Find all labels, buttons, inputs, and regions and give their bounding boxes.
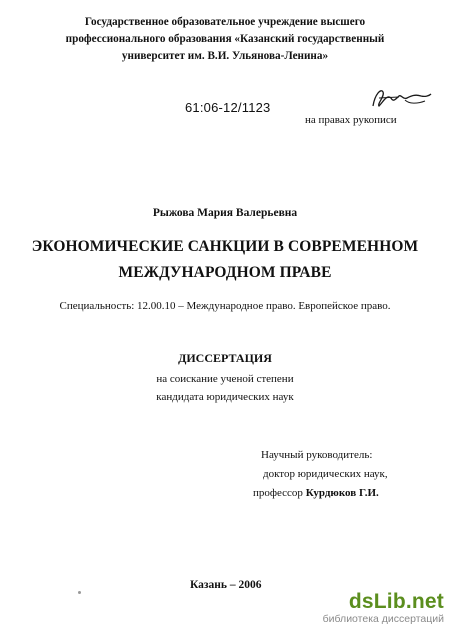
degree-line: на соискание ученой степени	[156, 373, 294, 385]
degree-line: кандидата юридических наук	[156, 391, 294, 403]
scan-speck	[78, 591, 81, 594]
supervisor-line	[253, 484, 388, 503]
supervisor-degree: доктор юридических наук,	[263, 468, 388, 480]
supervisor-block	[253, 446, 388, 503]
institution-line: профессионального образования «Казанский государственный	[65, 33, 385, 45]
institution-header	[0, 14, 450, 65]
thesis-title-line: МЕЖДУНАРОДНОМ ПРАВЕ	[118, 264, 332, 281]
degree-sought	[0, 370, 450, 406]
catalog-code: 61:06-12/1123	[185, 100, 271, 115]
supervisor-label: Научный руководитель:	[261, 449, 373, 461]
thesis-title-line: ЭКОНОМИЧЕСКИЕ САНКЦИИ В СОВРЕМЕННОМ	[31, 238, 419, 255]
dissertation-heading: ДИССЕРТАЦИЯ	[178, 351, 272, 365]
watermark-logo-lib: Lib.net	[373, 590, 444, 613]
supervisor-name: Курдюков Г.И.	[305, 487, 379, 499]
author-name: Рыжова Мария Валерьевна	[152, 207, 298, 219]
watermark-tagline: библиотека диссертаций	[322, 613, 444, 625]
specialty: Специальность: 12.00.10 – Международное право. Европейское право.	[59, 300, 391, 312]
thesis-title	[0, 234, 450, 286]
city-year: Казань – 2006	[190, 579, 262, 591]
watermark-logo	[300, 590, 450, 614]
rights-note: на правах рукописи	[305, 114, 397, 126]
institution-line: Государственное образовательное учреждение высшего	[84, 16, 366, 28]
watermark	[300, 590, 450, 636]
handwritten-signature	[365, 84, 435, 114]
watermark-logo-ds: ds	[348, 590, 374, 613]
supervisor-title: профессор	[253, 487, 303, 499]
institution-line: университет им. В.И. Ульянова-Ленина»	[121, 50, 329, 62]
